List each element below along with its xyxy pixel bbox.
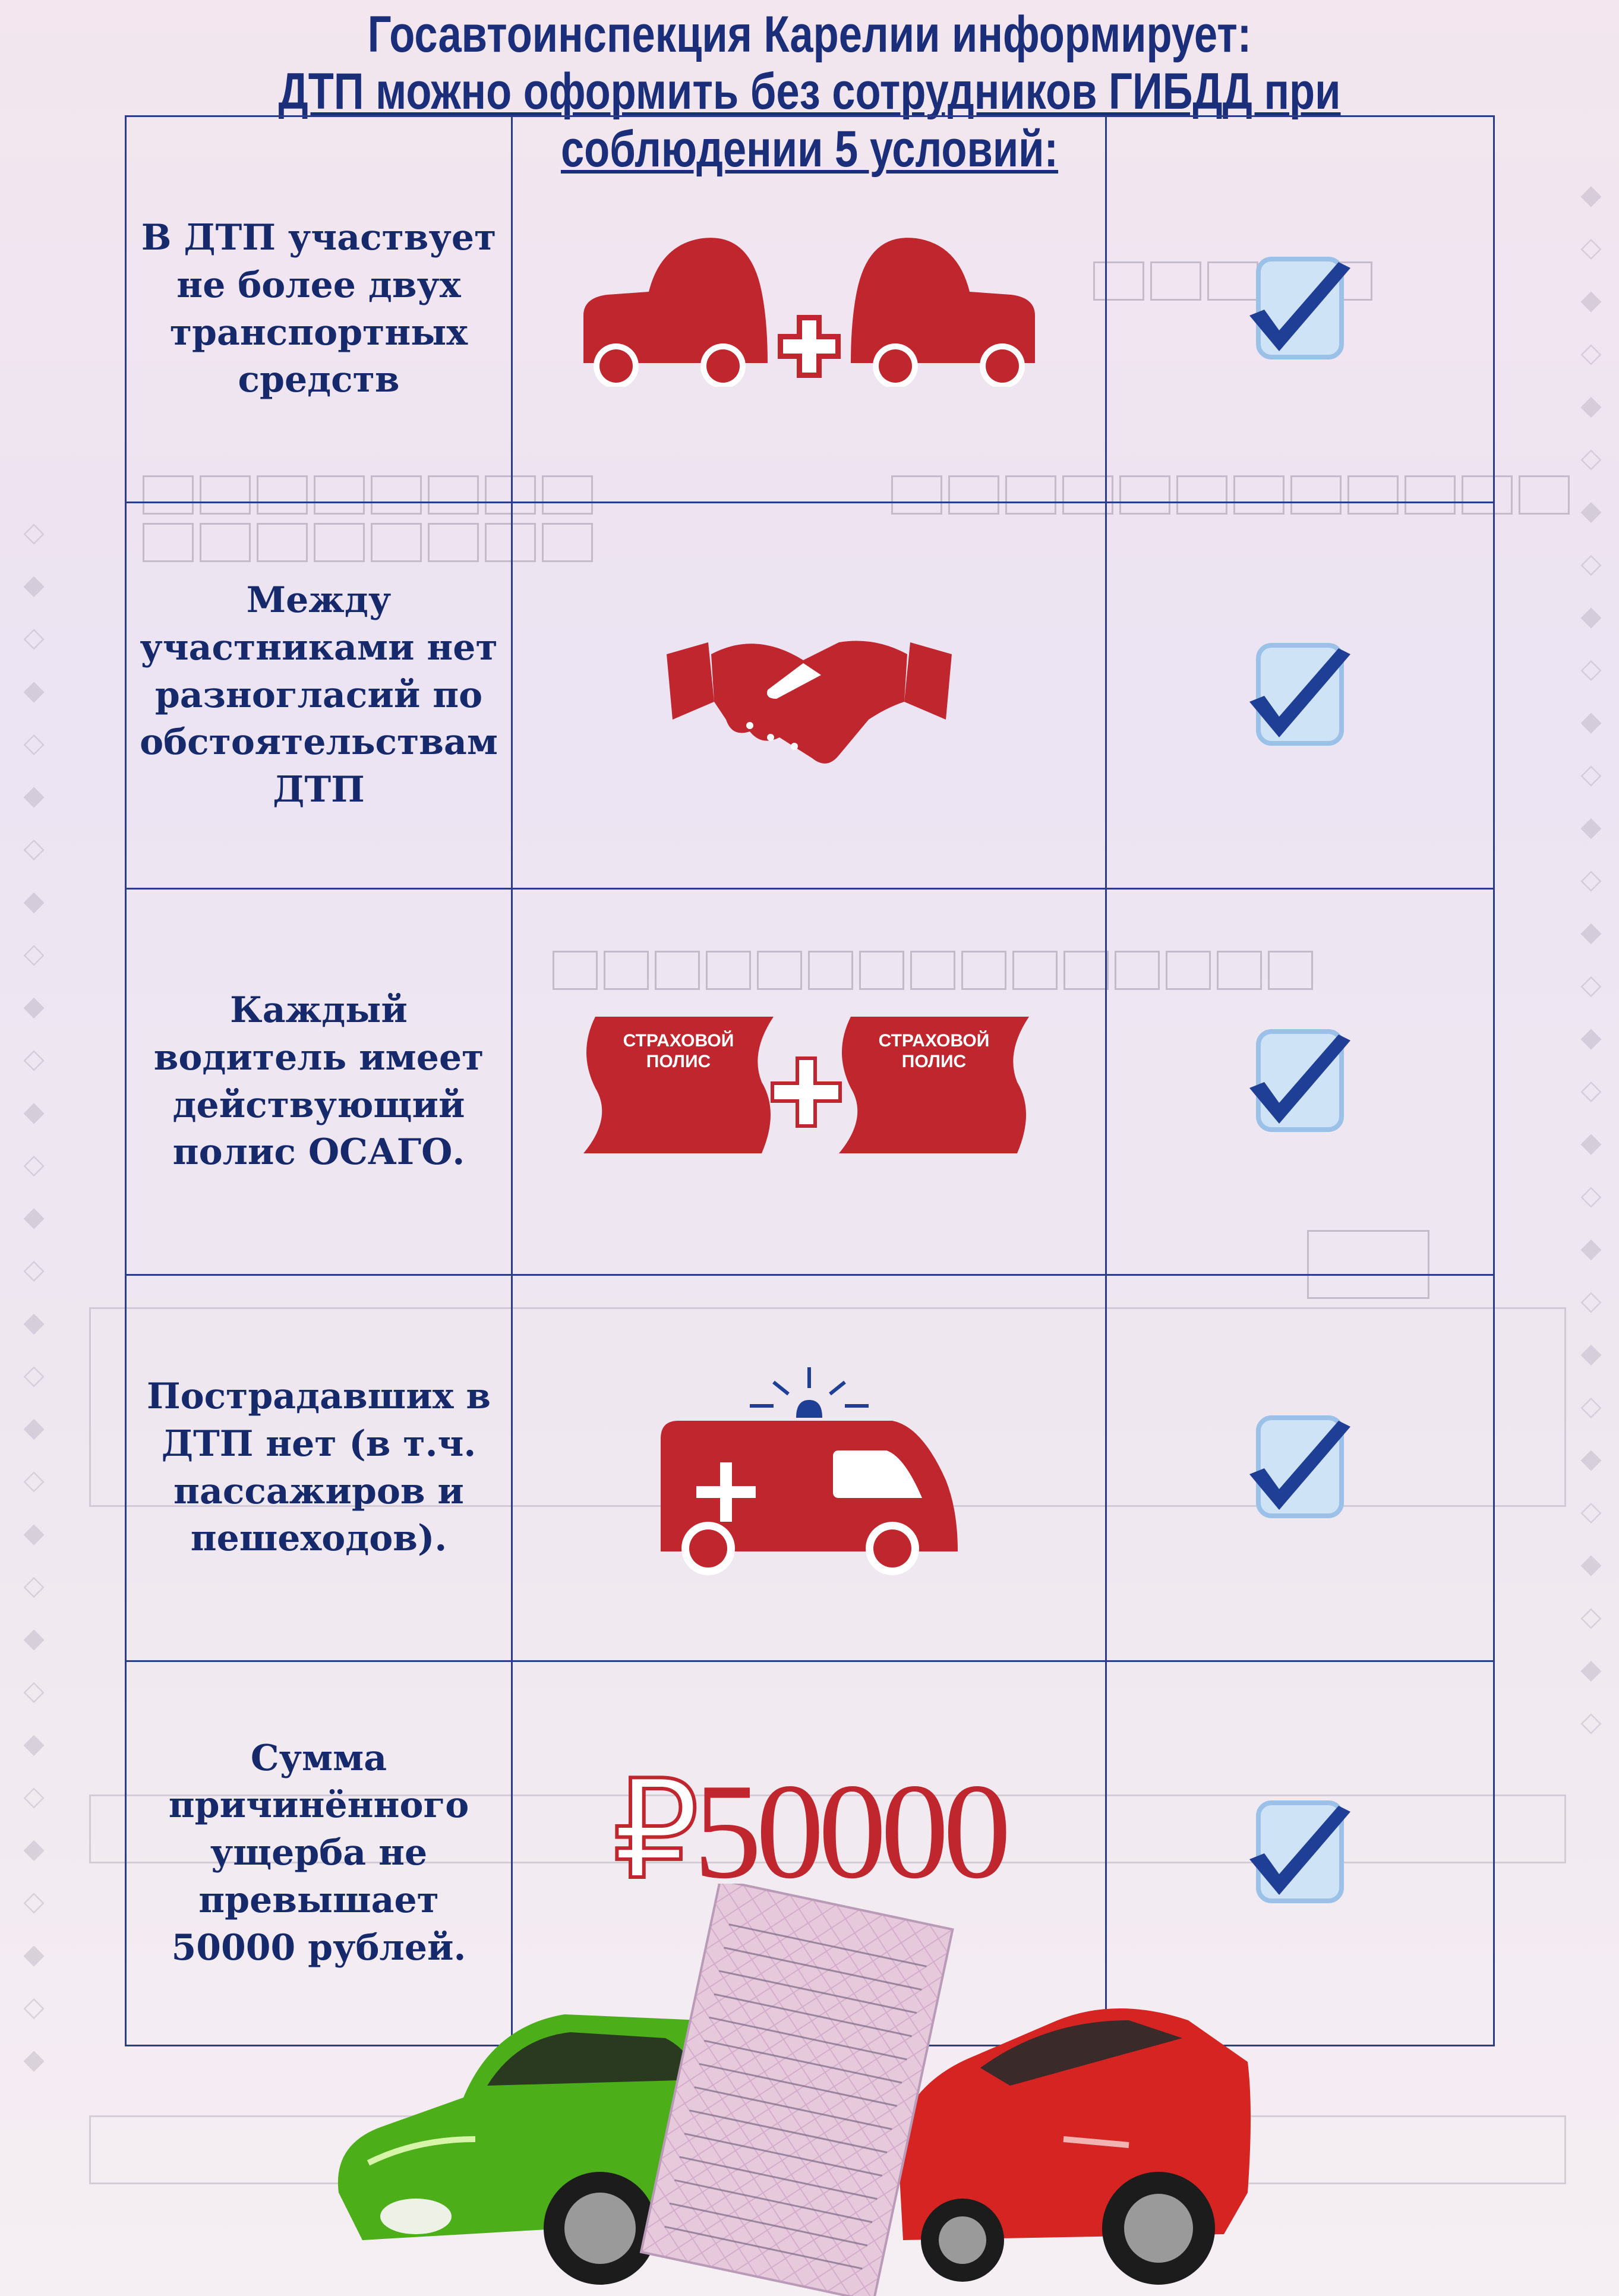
condition-icon-cell [511,115,1105,502]
condition-text: Пострадавших в ДТП нет (в т.ч. пассажиров и пешеходов). [146,1375,491,1560]
conditions-table [125,115,1495,2046]
condition-text-cell [125,888,511,1274]
condition-text: Между участниками нет разногласий по обстоятельствам ДТП [140,579,498,811]
amount-value: 50000 [693,1755,1006,1907]
insurance-policies-icon [583,999,1035,1165]
condition-text: Каждый водитель имеет действующий полис ОСАГО. [153,989,484,1174]
policy-label-line2: ПОЛИС [646,1051,711,1071]
ruble-amount-icon [612,1755,1006,1907]
condition-text-cell [125,502,511,888]
checkmark-icon [1241,636,1359,755]
condition-text-cell [125,1274,511,1660]
background-side-text: ◆ ◇ ◆ ◇ ◆ ◇ ◆ ◇ ◆ ◇ ◆ ◇ ◆ ◇ ◆ ◇ ◆ ◇ ◆ ◇ ◆ ◇ ◆ ◇ ◆ ◇ ◆ ◇ ◆ ◇ [18,514,50,2080]
header-line-2: ДТП можно оформить без сотрудников ГИБДД при соблюдении 5 условий: [278,63,1341,178]
policy-label-line2: ПОЛИС [901,1051,966,1071]
ambulance-icon [655,1361,964,1575]
header-line-1: Госавтоинспекция Карелии информирует: [367,6,1252,63]
condition-icon-cell [511,502,1105,888]
checkmark-icon [1241,250,1359,369]
condition-text: Сумма причинённого ущерба не превышает 50000 рублей. [168,1737,469,1969]
policy-label-line1: СТРАХОВОЙ [878,1030,989,1051]
ruble-sign-icon: ₽ [612,1755,694,1907]
handshake-icon [661,619,958,773]
condition-check-cell [1105,1274,1495,1660]
condition-check-cell [1105,115,1495,502]
background-side-text-right: ◆ ◇ ◆ ◇ ◆ ◇ ◆ ◇ ◆ ◇ ◆ ◇ ◆ ◇ ◆ ◇ ◆ ◇ ◆ ◇ ◆ ◇ ◆ ◇ ◆ ◇ ◆ ◇ ◆ ◇ [1575,178,1607,1744]
condition-text: В ДТП участвует не более двух транспортных средств [141,216,497,401]
condition-check-cell [1105,502,1495,888]
condition-check-cell [1105,888,1495,1274]
condition-icon-cell [511,1274,1105,1660]
checkmark-icon [1241,1023,1359,1141]
checkmark-icon [1241,1409,1359,1528]
red-car-icon [897,2008,1251,2285]
two-cars-icon [572,232,1047,387]
condition-text-cell [125,115,511,502]
cars-and-policy-illustration [0,1884,1619,2296]
condition-icon-cell [511,888,1105,1274]
policy-label-line1: СТРАХОВОЙ [623,1030,734,1051]
